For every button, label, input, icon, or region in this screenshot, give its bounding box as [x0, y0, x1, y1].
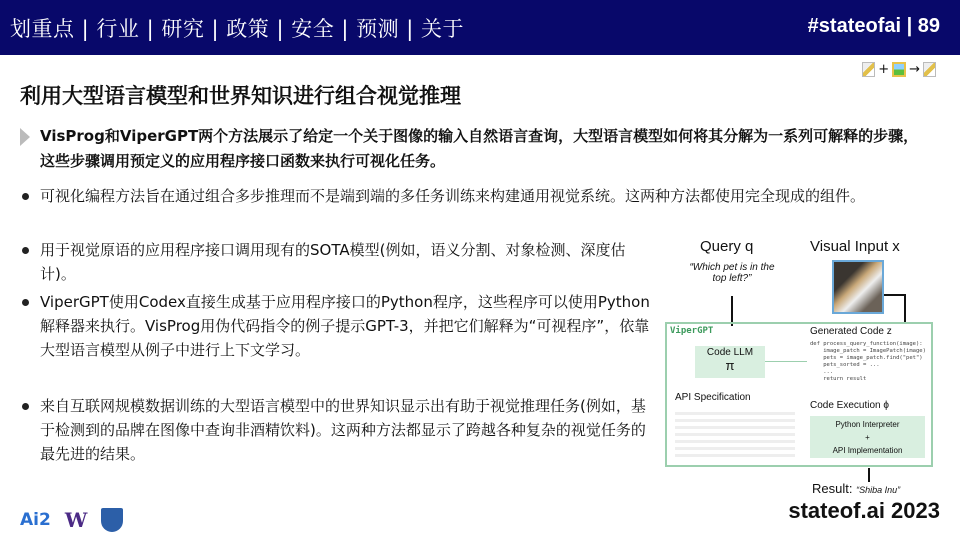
visual-input-label: Visual Input x: [810, 238, 900, 255]
text-plus-image-icon: + →: [862, 62, 936, 77]
triangle-icon: [20, 128, 30, 146]
header-bar: [0, 0, 960, 55]
query-text: “Which pet is in the top left?”: [689, 262, 775, 284]
result-value: “Shiba Inu”: [856, 485, 901, 495]
lead-paragraph: [20, 124, 930, 174]
pi-symbol: π: [725, 358, 735, 373]
code-llm-box: [695, 346, 765, 378]
bullet-item: [20, 238, 640, 286]
vipergpt-box: [665, 322, 933, 467]
generated-code-label: Generated Code z: [810, 326, 892, 337]
generated-code: def process_query_function(image): image_patch = ImagePatch(image) pets = image_patch.find("pet") pets_sorted = ... ... return result: [810, 341, 926, 382]
bullet-item: [20, 184, 945, 208]
interpreter-label: Python Interpreter: [835, 420, 900, 429]
footer-brand: stateof.ai 2023: [788, 498, 940, 523]
plus-label: +: [865, 433, 870, 442]
uw-logo: W: [64, 508, 88, 532]
result-label: Result:: [812, 481, 853, 496]
bullet-text: 来自互联网规模数据训练的大型语言模型中的世界知识显示出有助于视觉推理任务(例如，基于检测到的品牌在图像中查询非酒精饮料)。这两种方法都显示了跨越各种复杂的视觉任务的最先进的结果。: [40, 397, 646, 463]
code-llm-label: Code LLM: [706, 347, 754, 358]
code-execution-label: Code Execution ϕ: [810, 400, 889, 411]
result: [812, 481, 900, 496]
api-spec-label: API Specification: [675, 392, 751, 403]
bullet-item: [20, 394, 650, 466]
columbia-shield-icon: [101, 508, 123, 532]
bullet-text: 用于视觉原语的应用程序接口调用现有的SOTA模型(例如，语义分割、对象检测、深度估计)。: [40, 241, 626, 283]
section-nav[interactable]: 划重点 | 行业 | 研究 | 政策 | 安全 | 预测 | 关于: [10, 17, 465, 41]
bullet-text: ViperGPT使用Codex直接生成基于应用程序接口的Python程序，这些程序可以使用Python解释器来执行。VisProg用伪代码指令的例子提示GPT-3，并把它们解释为“可视程序”，依靠大型语言模型从例子中进行上下文学习。: [40, 293, 650, 359]
ai2-logo: Ai2: [20, 510, 51, 530]
lead-text: VisProg和ViperGPT两个方法展示了给定一个关于图像的输入自然语言查询，大型语言模型如何将其分解为一系列可解释的步骤，这些步骤调用预定义的应用程序接口函数来执行可视化任务。: [40, 127, 919, 170]
slide-title: 利用大型语言模型和世界知识进行组合视觉推理: [20, 84, 461, 108]
api-spec-code: [675, 408, 795, 458]
vipergpt-diagram: [660, 232, 950, 502]
query-label: Query q: [700, 238, 754, 255]
api-impl-label: API Implementation: [832, 446, 903, 455]
logos: [20, 508, 123, 532]
vipergpt-label: ViperGPT: [670, 326, 714, 336]
interpreter-box: [810, 416, 925, 458]
bullet-text: 可视化编程方法旨在通过组合多步推理而不是端到端的多任务训练来构建通用视觉系统。这两种方法都使用完全现成的组件。: [40, 187, 866, 205]
bullet-item: [20, 290, 650, 362]
pets-image: [832, 260, 884, 314]
slide-tag: #stateofai | 89: [807, 15, 940, 37]
